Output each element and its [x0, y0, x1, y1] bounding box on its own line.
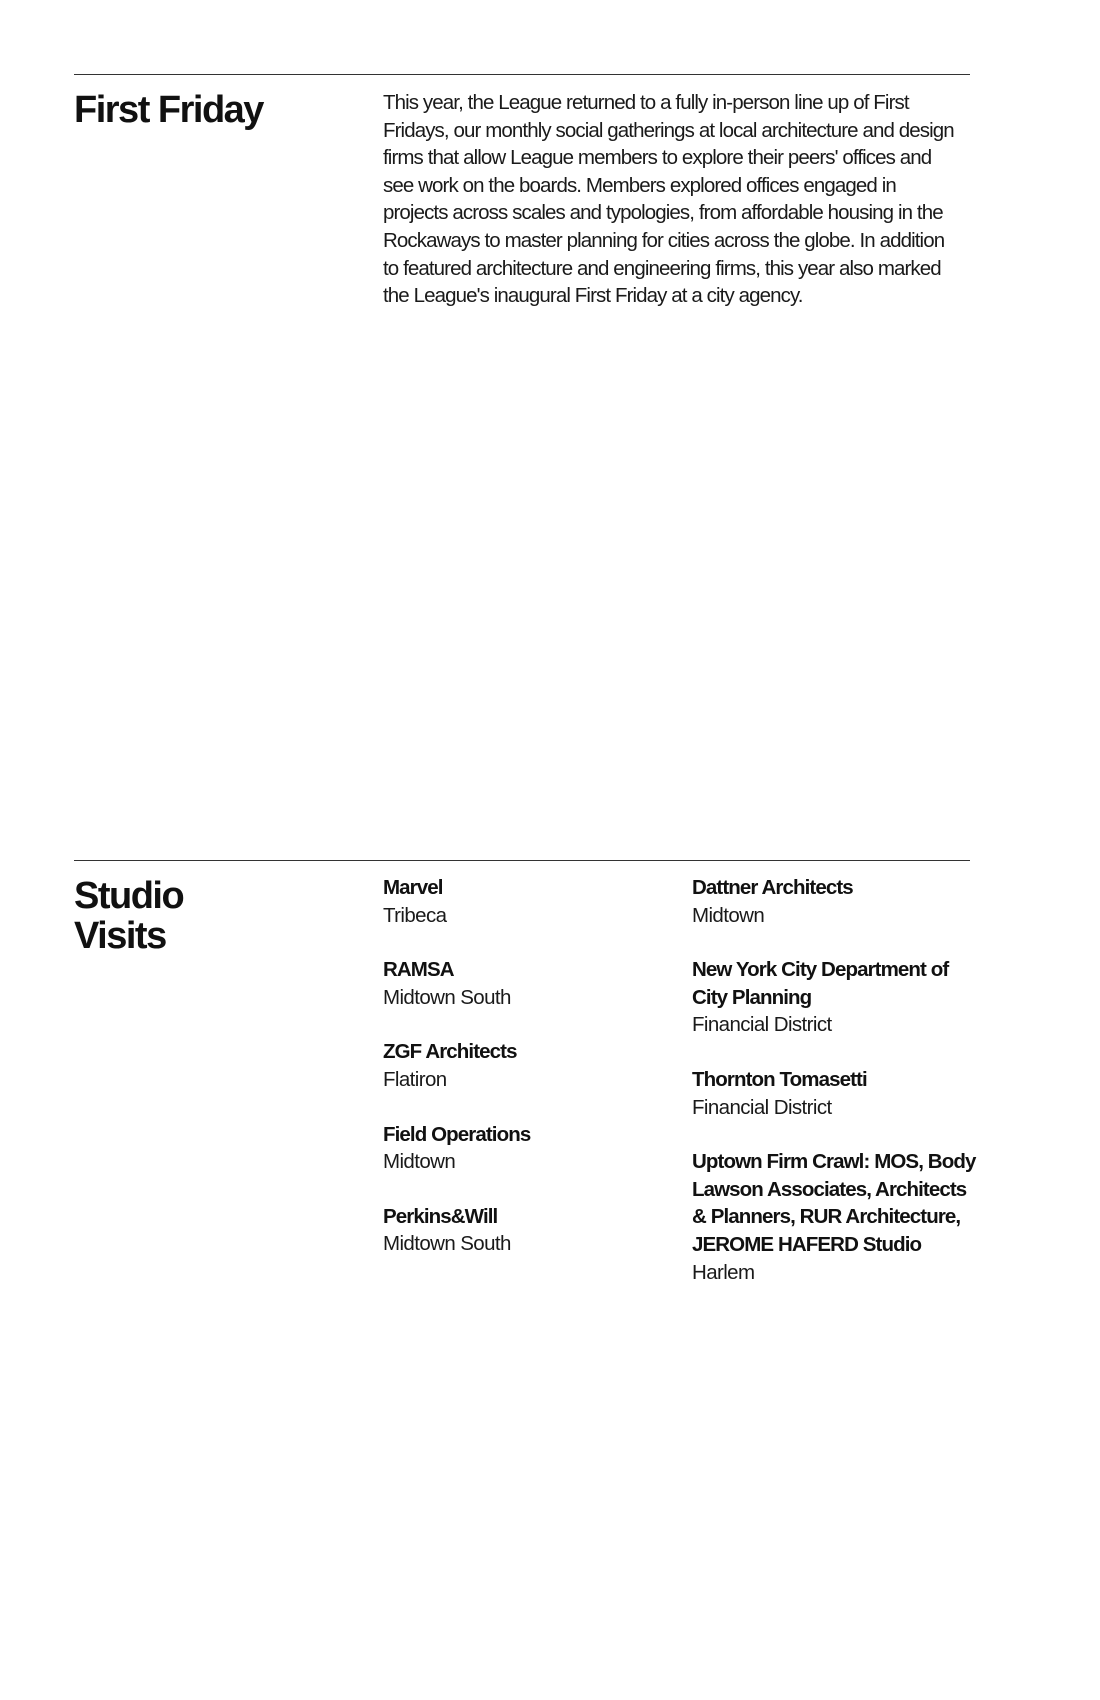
studio-visit-name: Uptown Firm Crawl: MOS, Body Lawson Associates, Architects & Planners, RUR Architecture, JEROME HAFERD Studio — [692, 1150, 976, 1256]
studio-visit-item — [383, 1121, 673, 1176]
studio-visit-location: Financial District — [692, 1013, 832, 1037]
studio-visits-heading — [74, 876, 334, 956]
studio-visit-name: Perkins&Will — [383, 1204, 498, 1228]
studio-visit-item — [383, 1038, 673, 1093]
studio-visits-column-a — [383, 874, 673, 1285]
first-friday-heading — [74, 90, 334, 130]
studio-visits-divider — [74, 860, 970, 861]
studio-visit-location: Financial District — [692, 1095, 832, 1119]
studio-visit-name: ZGF Architects — [383, 1040, 517, 1064]
studio-visit-item — [383, 1203, 673, 1258]
studio-visit-item — [383, 956, 673, 1011]
studio-visit-location: Harlem — [692, 1260, 755, 1284]
studio-visit-name: New York City Department of City Planning — [692, 958, 949, 1009]
studio-visit-location: Midtown — [692, 903, 765, 927]
studio-visit-name: Dattner Architects — [692, 876, 853, 899]
studio-visit-item — [692, 874, 982, 929]
first-friday-divider — [74, 74, 970, 75]
first-friday-title: First Friday — [74, 89, 263, 131]
first-friday-body: This year, the League returned to a fully in-person line up of First Fridays, our monthly social gatherings at local architecture and design firms that allow League members to explore their peers' offices and see work on the boards. Members explored offices engaged in projects across scales and typologies, from affordable housing in the Rockaways to master planning for cities across the globe. In addition to featured architecture and engineering firms, this year also marked the League's inaugural First Friday at a city agency. — [383, 91, 954, 308]
studio-visit-location: Midtown South — [383, 1232, 511, 1256]
studio-visit-name: RAMSA — [383, 958, 454, 982]
studio-visit-item — [692, 956, 982, 1039]
studio-visit-location: Flatiron — [383, 1067, 447, 1091]
studio-visit-item — [692, 1148, 982, 1286]
studio-visit-name: Marvel — [383, 876, 443, 899]
studio-visit-item — [383, 874, 673, 929]
studio-visit-location: Midtown — [383, 1150, 456, 1174]
studio-visit-name: Field Operations — [383, 1122, 531, 1146]
studio-visits-title-line1: Studio — [74, 875, 184, 917]
studio-visits-column-b — [692, 874, 982, 1313]
studio-visits-title-line2: Visits — [74, 915, 166, 957]
studio-visit-location: Tribeca — [383, 903, 447, 927]
studio-visit-name: Thornton Tomasetti — [692, 1067, 867, 1091]
studio-visit-location: Midtown South — [383, 985, 511, 1009]
studio-visit-item — [692, 1066, 982, 1121]
